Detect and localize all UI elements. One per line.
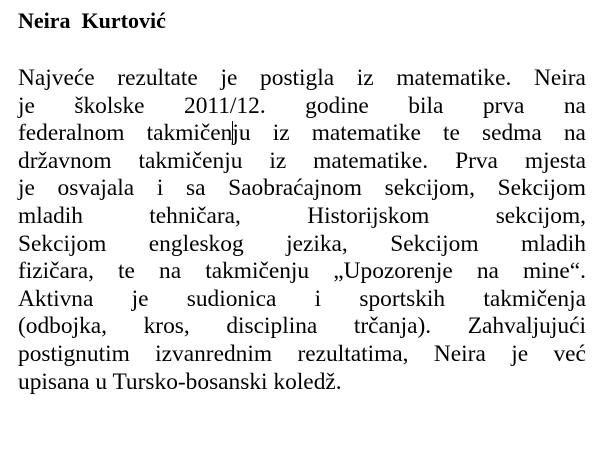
word: sekcijom, [384, 175, 475, 202]
word: matematike. [396, 65, 512, 91]
word: iz [272, 120, 290, 147]
word: Aktivna [18, 285, 94, 312]
word: tehničara, [149, 202, 241, 229]
word: Historijskom [307, 202, 430, 229]
paragraph-line [18, 231, 586, 259]
word: je [18, 175, 35, 202]
word: prva [482, 92, 525, 119]
word: Sekcijom [497, 175, 586, 202]
paragraph-line [18, 203, 586, 231]
word: Tursko-bosanski [112, 368, 268, 395]
word: engleskog [148, 230, 244, 257]
word: upisana [18, 368, 90, 395]
word: na [159, 258, 182, 285]
word: Najveće [18, 65, 95, 91]
word: Sekcijom [18, 230, 107, 257]
word: federalnom [18, 120, 125, 147]
paragraph-line [18, 93, 586, 121]
word: već [553, 340, 586, 367]
word: na [563, 120, 586, 147]
word: kros, [143, 313, 190, 340]
word: osvajala [57, 175, 135, 202]
word-part: ju [232, 120, 251, 147]
word: sedma [481, 120, 542, 147]
word: godine [305, 92, 369, 119]
word: takmičenju [205, 258, 310, 285]
word: Zahvaljujući [467, 313, 586, 340]
paragraph-line [18, 313, 586, 341]
word: matematike. [313, 147, 429, 174]
word: školske [74, 92, 145, 119]
document [18, 6, 586, 396]
word: je [131, 285, 149, 312]
word-with-text-cursor [147, 120, 251, 148]
word: iz [269, 147, 287, 174]
word: Saobraćajnom [228, 175, 362, 202]
word: i [156, 175, 164, 202]
word: na [563, 92, 586, 119]
word-part: takmičen [146, 120, 233, 147]
word: rezultate [117, 65, 198, 91]
word: mjesta [524, 147, 586, 174]
word: mladih [18, 202, 83, 229]
word: takmičenju [138, 147, 243, 174]
paragraph-line [18, 341, 586, 369]
paragraph-line [18, 120, 586, 148]
word: sekcijom, [495, 202, 586, 229]
word: sa [186, 175, 206, 202]
paragraph-line [18, 65, 586, 93]
word: „Upozorenje [333, 258, 453, 285]
paragraph-line [18, 148, 586, 176]
word: (odbojka, [18, 313, 107, 340]
word: mladih [521, 230, 586, 257]
word: 2011/12. [184, 92, 266, 119]
word: matematike [311, 120, 421, 147]
word: Neira [534, 65, 586, 91]
word: bila [408, 92, 444, 119]
paragraph-line [18, 286, 586, 314]
word: Sekcijom [390, 230, 479, 257]
word: rezultatima, [297, 340, 409, 367]
paragraph-line-last [18, 369, 586, 397]
word: te [118, 258, 135, 285]
heading-name: Neira Kurtović [18, 8, 166, 33]
word: državnom [18, 147, 112, 174]
word: je [18, 92, 35, 119]
word: postigla [260, 65, 335, 91]
word: takmičenja [483, 285, 586, 312]
word: trčanja). [353, 313, 432, 340]
biography-paragraph[interactable] [18, 65, 586, 396]
word: fizičara, [18, 258, 94, 285]
word: mine“. [522, 258, 586, 285]
word: i [314, 285, 322, 312]
word: te [442, 120, 460, 147]
word: Neira [433, 340, 486, 367]
word: iz [356, 65, 374, 91]
word: disciplina [226, 313, 318, 340]
paragraph-line [18, 175, 586, 203]
word: koledž. [273, 368, 342, 395]
word: Prva [455, 147, 498, 174]
word: sudionica [186, 285, 277, 312]
word: postignutim [18, 340, 130, 367]
word: je [511, 340, 529, 367]
word: na [476, 258, 499, 285]
word: je [220, 65, 238, 91]
word: sportskih [359, 285, 446, 312]
word: izvanrednim [155, 340, 273, 367]
word: u [95, 368, 108, 395]
paragraph-line [18, 258, 586, 286]
word: jezika, [286, 230, 348, 257]
